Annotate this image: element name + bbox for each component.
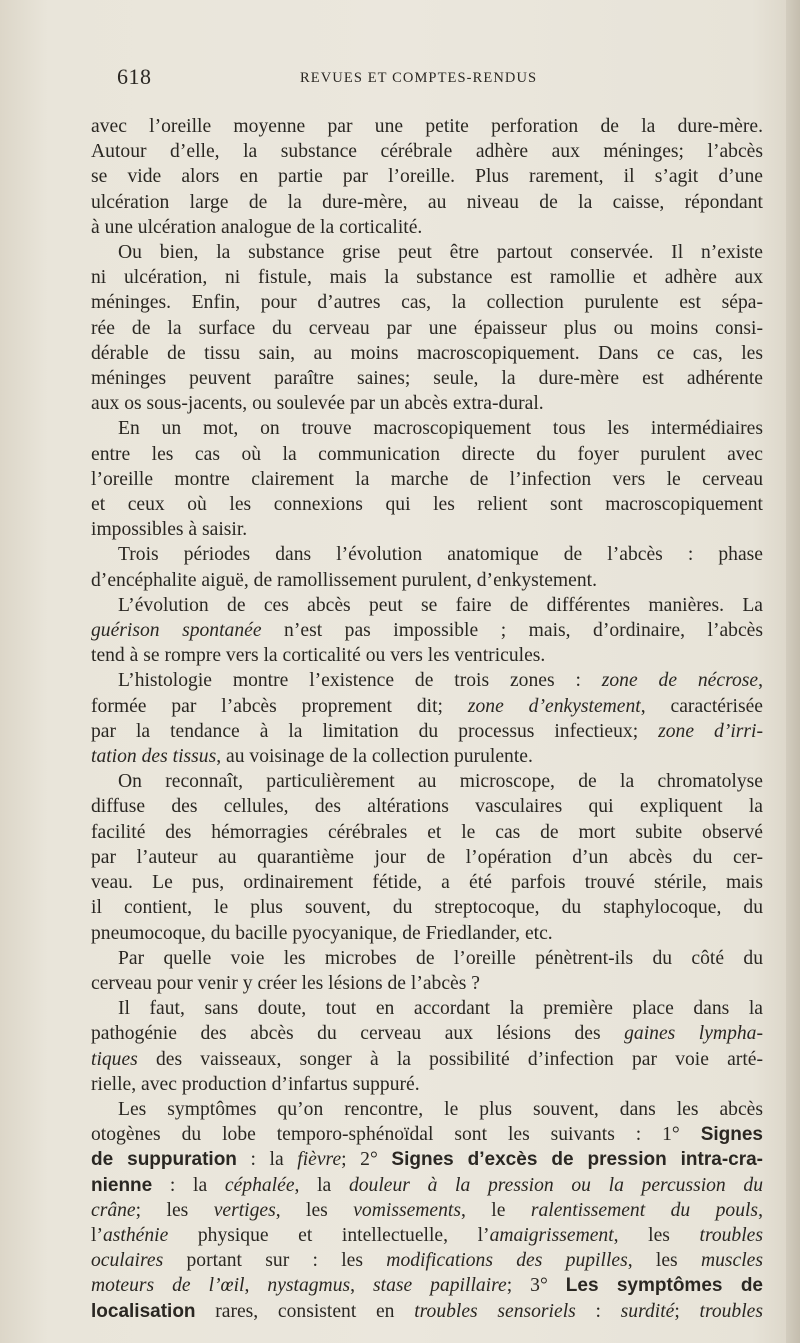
text-run: , <box>350 1275 373 1297</box>
text-run: veau. Le pus, ordinairement fétide, a été parfois trouvé stérile, mais <box>91 872 763 894</box>
text-run: Trois périodes dans l’évolution anatomique de l’abcès : phase <box>118 544 763 566</box>
text-run: Autour d’elle, la substance cérébrale adhère aux méninges; l’abcès <box>91 141 763 163</box>
text-run: des vaisseaux, songer à la possibilité d’infection par voie arté- <box>137 1048 763 1070</box>
italic-term: troubles <box>699 1224 763 1246</box>
text-line <box>91 946 763 971</box>
text-run: Ou bien, la substance grise peut être partout conservée. Il n’existe <box>118 242 763 264</box>
bold-term: Signes d’excès de pression intra-cra- <box>391 1149 764 1171</box>
text-run: cerveau pour venir y créer les lésions de l’abcès ? <box>91 972 480 994</box>
text-line <box>91 971 763 996</box>
page-header <box>117 64 787 88</box>
bold-term: nienne <box>91 1174 153 1196</box>
text-run: il contient, le plus souvent, du streptocoque, du staphylocoque, du <box>91 897 763 919</box>
italic-term: oculaires <box>91 1250 164 1272</box>
text-run: , <box>758 1199 763 1221</box>
text-line <box>91 517 763 542</box>
italic-term: tiques <box>91 1048 138 1070</box>
text-line <box>91 164 763 189</box>
text-run: pneumocoque, du bacille pyocyanique, de Friedlander, etc. <box>91 922 553 944</box>
text-line <box>91 1122 763 1147</box>
text-run: : la <box>152 1174 225 1196</box>
text-run: rares, consistent en <box>195 1300 415 1322</box>
text-line <box>91 719 763 744</box>
text-line <box>91 643 763 668</box>
text-run: ulcération large de la dure-mère, au niveau de la caisse, répondant <box>91 191 763 213</box>
italic-term: zone d’irri- <box>658 720 763 742</box>
text-line <box>91 265 763 290</box>
text-run: , la <box>294 1174 349 1196</box>
text-run: : la <box>236 1149 298 1171</box>
text-run: , les <box>627 1250 701 1272</box>
text-line <box>91 1248 763 1273</box>
text-run: méninges. Enfin, pour d’autres cas, la collection purulente est sépa- <box>91 292 763 314</box>
text-line <box>91 215 763 240</box>
text-line <box>91 341 763 366</box>
text-line <box>91 1299 763 1324</box>
text-line <box>91 921 763 946</box>
text-run: physique et intellectuelle, l’ <box>168 1224 490 1246</box>
text-run: En un mot, on trouve macroscopiquement tous les intermédiaires <box>118 418 763 440</box>
text-run: , au voisinage de la collection purulente. <box>216 746 533 768</box>
text-line <box>91 845 763 870</box>
text-line <box>91 1273 763 1298</box>
italic-term: fièvre <box>297 1149 342 1171</box>
text-line <box>91 870 763 895</box>
text-line <box>91 694 763 719</box>
text-run: l’oreille montre clairement la marche de l’infection vers le cerveau <box>91 468 763 490</box>
italic-term: amaigrissement <box>489 1224 614 1246</box>
text-line <box>91 442 763 467</box>
bold-term: localisation <box>91 1300 196 1322</box>
text-run: Par quelle voie les microbes de l’oreille pénètrent-ils du côté du <box>118 947 763 969</box>
text-line <box>91 1047 763 1072</box>
text-run: facilité des hémorragies cérébrales et le cas de mort subite observé <box>91 821 763 843</box>
text-line <box>91 794 763 819</box>
text-run: diffuse des cellules, des altérations vasculaires qui expliquent la <box>91 796 763 818</box>
text-line <box>91 290 763 315</box>
text-line <box>91 467 763 492</box>
italic-term: vomissements <box>353 1199 461 1221</box>
text-line <box>91 895 763 920</box>
text-line <box>91 1147 763 1172</box>
italic-term: céphalée <box>224 1174 295 1196</box>
body-text <box>91 114 763 1324</box>
text-run: à une ulcération analogue de la corticalité. <box>91 216 423 238</box>
text-run: avec l’oreille moyenne par une petite perforation de la dure-mère. <box>91 116 763 137</box>
text-run: otogènes du lobe temporo-sphénoïdal sont les suivants : 1° <box>91 1124 701 1146</box>
italic-term: gaines lympha- <box>624 1023 763 1045</box>
text-run: , <box>758 670 763 692</box>
text-run: ; 2° <box>341 1149 392 1171</box>
bold-term: Les symptômes de <box>565 1275 763 1297</box>
text-line <box>91 190 763 215</box>
italic-term: zone d’enkystement <box>467 695 641 717</box>
bold-term: Signes <box>700 1124 763 1146</box>
text-run: par l’auteur au quarantième jour de l’opération d’un abcès du cer- <box>91 846 763 868</box>
running-head: REVUES ET COMPTES-RENDUS <box>300 70 538 86</box>
text-run: pathogénie des abcès du cerveau aux lésions des <box>91 1023 625 1045</box>
text-run: formée par l’abcès proprement dit; <box>91 695 468 717</box>
italic-term: douleur à la pression ou la percussion du <box>348 1174 764 1196</box>
text-line <box>91 416 763 441</box>
text-line <box>91 1021 763 1046</box>
text-line <box>91 542 763 567</box>
text-run: , les <box>275 1199 354 1221</box>
text-run: portant sur : les <box>163 1250 387 1272</box>
text-run: méninges peuvent paraître saines; seule, la dure-mère est adhérente <box>91 368 763 390</box>
text-run: impossibles à saisir. <box>91 519 248 541</box>
text-run: entre les cas où la communication directe du foyer purulent avec <box>91 443 763 465</box>
text-line <box>91 391 763 416</box>
text-line <box>91 618 763 643</box>
italic-term: troubles <box>699 1300 763 1322</box>
text-line <box>91 240 763 265</box>
italic-term: tation des tissus <box>91 746 217 768</box>
text-line <box>91 593 763 618</box>
text-line <box>91 1223 763 1248</box>
italic-term: surdité <box>620 1300 675 1322</box>
text-line <box>91 366 763 391</box>
bold-term: de suppuration <box>91 1149 237 1171</box>
text-run: : <box>575 1300 621 1322</box>
text-run: , caractérisée <box>640 695 763 717</box>
text-line <box>91 492 763 517</box>
text-line <box>91 316 763 341</box>
text-line <box>91 996 763 1021</box>
text-line <box>91 1173 763 1198</box>
text-run: L’évolution de ces abcès peut se faire de différentes manières. La <box>118 594 763 616</box>
text-line <box>91 1072 763 1097</box>
text-run: se vide alors en partie par l’oreille. Plus rarement, il s’agit d’une <box>91 166 763 188</box>
text-run: n’est pas impossible ; mais, d’ordinaire, l’abcès <box>261 620 763 642</box>
italic-term: zone de nécrose <box>601 670 759 692</box>
italic-term: vertiges <box>213 1199 276 1221</box>
text-run: rée de la surface du cerveau par une épaisseur plus ou moins consi- <box>91 317 763 339</box>
text-run: , les <box>613 1224 700 1246</box>
italic-term: moteurs de l’œil <box>91 1275 245 1297</box>
text-run: ; <box>674 1300 700 1322</box>
italic-term: nystagmus <box>267 1275 351 1297</box>
text-line <box>91 744 763 769</box>
italic-term: crâne <box>91 1199 136 1221</box>
text-line <box>91 1097 763 1122</box>
text-line <box>91 769 763 794</box>
text-line <box>91 568 763 593</box>
text-run: ; 3° <box>506 1275 566 1297</box>
italic-term: modifications des pupilles <box>386 1250 628 1272</box>
text-run: d’encéphalite aiguë, de ramollissement purulent, d’enkystement. <box>91 569 598 591</box>
italic-term: guérison spontanée <box>91 620 262 642</box>
text-line <box>91 820 763 845</box>
text-line <box>91 114 763 139</box>
text-run: tend à se rompre vers la corticalité ou vers les ventricules. <box>91 645 546 667</box>
text-line <box>91 139 763 164</box>
italic-term: stase papillaire <box>373 1275 507 1297</box>
italic-term: muscles <box>700 1250 764 1272</box>
italic-term: ralentissement du pouls <box>530 1199 759 1221</box>
text-run: dérable de tissu sain, au moins macroscopiquement. Dans ce cas, les <box>91 342 763 364</box>
text-run: ; les <box>135 1199 214 1221</box>
text-run: et ceux où les connexions qui les relient sont macroscopiquement <box>91 494 763 516</box>
italic-term: asthénie <box>102 1224 169 1246</box>
text-run: Les symptômes qu’on rencontre, le plus souvent, dans les abcès <box>118 1098 763 1120</box>
text-run: l’ <box>91 1224 103 1246</box>
text-run: , le <box>460 1199 531 1221</box>
text-run: par la tendance à la limitation du processus infectieux; <box>91 720 659 742</box>
page-number: 618 <box>117 64 152 89</box>
text-line <box>91 668 763 693</box>
text-run: aux os sous-jacents, ou soulevée par un abcès extra-dural. <box>91 393 544 415</box>
text-run: ni ulcération, ni fistule, mais la substance est ramollie et adhère aux <box>91 267 763 289</box>
text-run: Il faut, sans doute, tout en accordant la première place dans la <box>118 998 763 1020</box>
text-run: L’histologie montre l’existence de trois zones : <box>118 670 602 692</box>
text-run: , <box>244 1275 268 1297</box>
text-run: On reconnaît, particulièrement au microscope, de la chromatolyse <box>118 771 763 793</box>
page-edge <box>786 0 800 1343</box>
text-run: rielle, avec production d’infartus suppuré. <box>91 1073 420 1095</box>
text-line <box>91 1198 763 1223</box>
italic-term: troubles sensoriels <box>414 1300 576 1322</box>
